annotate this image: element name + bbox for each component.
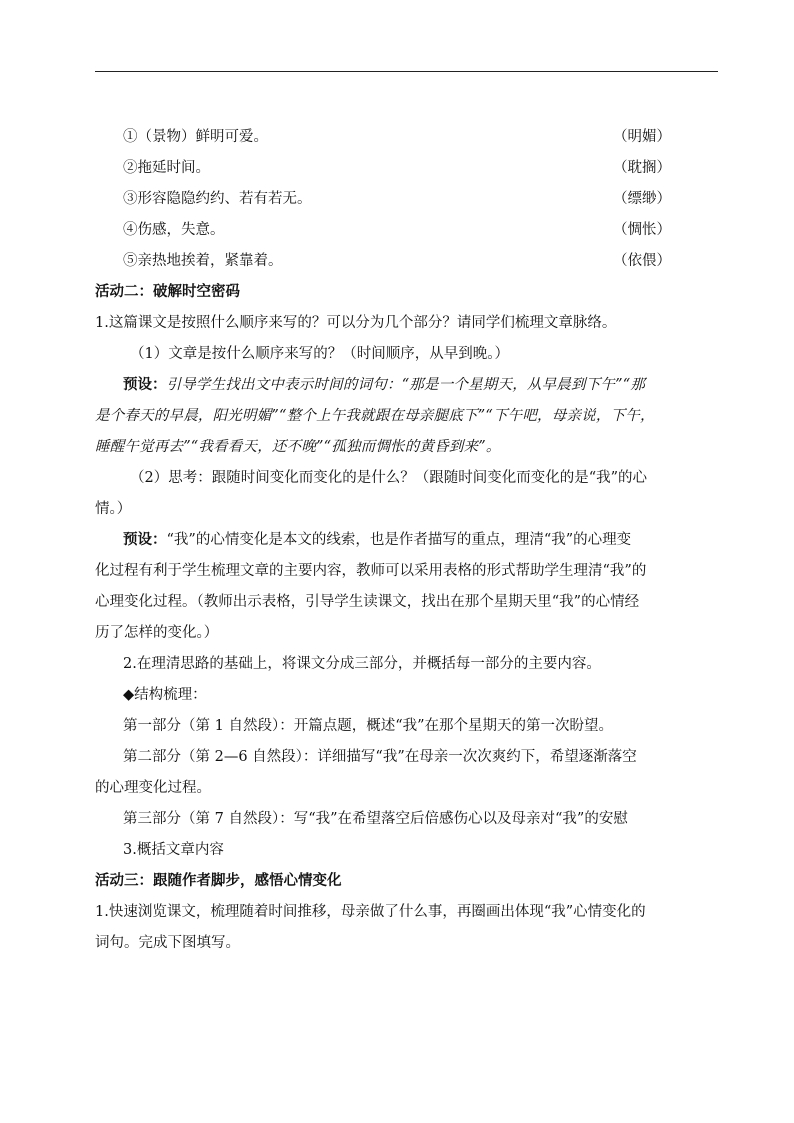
structure-label: ◆结构梳理： (123, 687, 207, 703)
definition-row (95, 246, 718, 277)
preset-2-line: 化过程有利于学生梳理文章的主要内容，教师可以采用表格的形式帮助学生理清“我”的 (95, 563, 647, 579)
activity2-question-3: 3.概括文章内容 (123, 842, 224, 858)
definition-text: ②拖延时间。 (123, 160, 210, 176)
preset-2-line (95, 525, 718, 556)
definition-text: ④伤感，失意。 (123, 222, 225, 238)
definition-text: ③形容隐隐约约、若有若无。 (123, 191, 312, 207)
document-body (95, 122, 718, 959)
definition-text: ①（景物）鲜明可爱。 (123, 129, 268, 145)
definition-text: ⑤亲热地挨着，紧靠着。 (123, 253, 283, 269)
structure-part-3: 第三部分（第 7 自然段）：写“我”在希望落空后倍感伤心以及母亲对“我”的安慰 (123, 811, 628, 827)
preset-1-text: 引导学生找出文中表示时间的词句：“那是一个星期天，从早晨到下午”“那 (166, 377, 646, 393)
structure-part-1: 第一部分（第 1 自然段）：开篇点题，概述“我”在那个星期天的第一次盼望。 (123, 718, 614, 734)
activity2-subquestion-2-cont: 情。） (95, 501, 132, 517)
definition-answer: （耽搁） (613, 160, 671, 176)
preset-1-line: 睡醒午觉再去”“我看看天，还不晚”“孤独而惆怅的黄昏到来”。 (95, 439, 501, 455)
preset-label: 预设： (123, 532, 167, 548)
definition-row (95, 122, 718, 153)
structure-part-2: 第二部分（第 2—6 自然段）：详细描写“我”在母亲一次次爽约下，希望逐渐落空 (123, 749, 637, 765)
activity2-question-1: 1.这篇课文是按照什么顺序来写的？可以分为几个部分？请同学们梳理文章脉络。 (95, 315, 617, 331)
definition-row (95, 153, 718, 184)
activity2-question-2: 2.在理清思路的基础上，将课文分成三部分，并概括每一部分的主要内容。 (123, 656, 601, 672)
definition-answer: （缥缈） (613, 191, 671, 207)
activity3-question-1-cont: 词句。完成下图填写。 (95, 935, 240, 951)
activity2-subquestion-1: （1）文章是按什么顺序来写的？（时间顺序，从早到晚。） (130, 346, 509, 362)
preset-2-line: 历了怎样的变化。） (95, 625, 219, 641)
activity3-question-1: 1.快速浏览课文，梳理随着时间推移，母亲做了什么事，再圈画出体现“我”心情变化的 (95, 904, 646, 920)
structure-part-2-cont: 的心理变化过程。 (95, 780, 211, 796)
definition-row (95, 215, 718, 246)
preset-1-line: 是个春天的早晨，阳光明媚”“整个上午我就跟在母亲腿底下”“下午吧，母亲说，下午， (95, 408, 655, 424)
definition-row (95, 184, 718, 215)
activity2-heading: 活动二：破解时空密码 (95, 284, 240, 300)
preset-2-line: 心理变化过程。（教师出示表格，引导学生读课文，找出在那个星期天里“我”的心情经 (95, 594, 640, 610)
definition-answer: （惆怅） (613, 222, 671, 238)
preset-1-line (95, 370, 718, 401)
activity3-heading: 活动三：跟随作者脚步，感悟心情变化 (95, 873, 342, 889)
header-rule (95, 71, 718, 72)
preset-label: 预设： (123, 377, 167, 393)
activity2-subquestion-2: （2）思考：跟随时间变化而变化的是什么？（跟随时间变化而变化的是“我”的心 (130, 470, 648, 486)
definition-answer: （依偎） (613, 253, 671, 269)
definition-answer: （明媚） (613, 129, 671, 145)
preset-2-text: “我”的心情变化是本文的线索，也是作者描写的重点，理清“我”的心理变 (166, 532, 632, 548)
